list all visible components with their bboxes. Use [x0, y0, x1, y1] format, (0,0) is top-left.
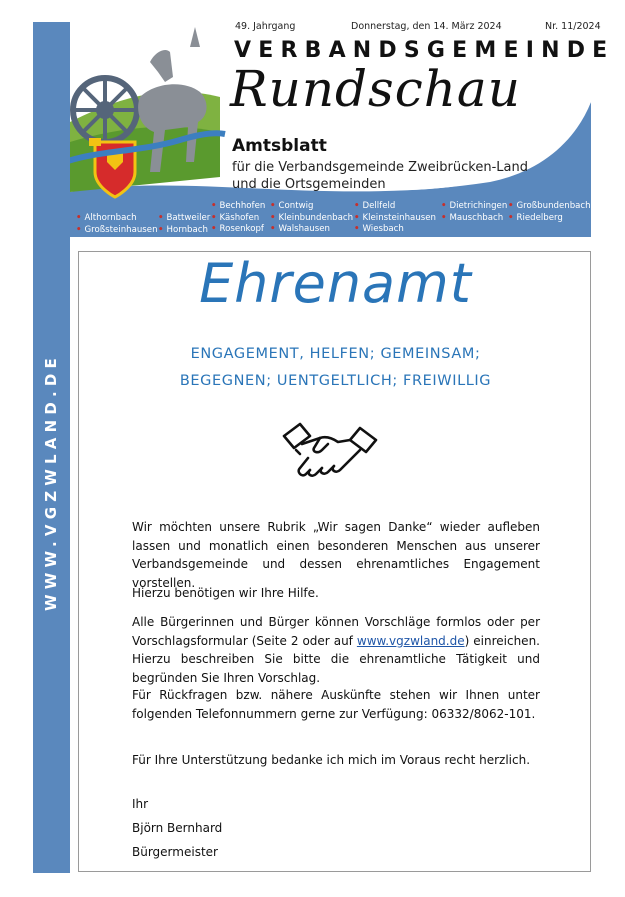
- paragraph-3: [132, 613, 540, 688]
- issue-volume: 49. Jahrgang: [235, 21, 296, 32]
- village-name: • Mauschbach: [441, 213, 507, 225]
- paragraph-3-before: Alle Bürgerinnen und Bürger können Vorschläge formlos oder per Vorschlagsformular (Seite 2 oder auf: [132, 615, 540, 648]
- village-column: [508, 201, 591, 224]
- village-name: • Riedelberg: [508, 213, 591, 225]
- masthead-top: VERBANDSGEMEINDE: [234, 38, 615, 63]
- village-name: • Hornbach: [158, 225, 210, 237]
- village-name: • Rosenkopf: [211, 224, 265, 236]
- village-name: • Contwig: [270, 201, 353, 213]
- village-column: [270, 201, 353, 236]
- website-link[interactable]: www.vgzwland.de: [356, 633, 465, 648]
- paragraph-1: Wir möchten unsere Rubrik „Wir sagen Danke“ wieder aufleben lassen und monatlich einen besonderen Menschen aus unserer Verbandsgemeinde und dessen ehrenamtliches Engagement vorstellen.: [132, 520, 540, 591]
- paragraph-2: Hierzu benötigen wir Ihre Hilfe.: [132, 586, 319, 600]
- subline-1: für die Verbandsgemeinde Zweibrücken-Land: [232, 160, 528, 175]
- village-name: • Großbundenbach: [508, 201, 591, 213]
- village-column: [211, 201, 265, 236]
- village-column: [441, 201, 507, 224]
- village-list: [76, 201, 591, 237]
- signature-name: Björn Bernhard: [132, 821, 223, 835]
- signature-role: Bürgermeister: [132, 845, 218, 859]
- village-name: • Battweiler: [158, 213, 210, 225]
- keywords-line-1: ENGAGEMENT, HELFEN; GEMEINSAM;: [190, 346, 481, 362]
- village-column: [354, 201, 436, 236]
- village-column: [76, 213, 158, 236]
- keywords-line-2: BEGEGNEN; UENTGELTLICH; FREIWILLIG: [179, 373, 492, 389]
- village-name: • Wiesbach: [354, 224, 436, 236]
- village-name: • Kleinsteinhausen: [354, 213, 436, 225]
- water-wheel-icon: [73, 78, 137, 142]
- village-name: • Walshausen: [270, 224, 353, 236]
- masthead-title: Rundschau: [230, 60, 521, 118]
- article-frame: [78, 251, 591, 872]
- village-name: • Kleinbundenbach: [270, 213, 353, 225]
- village-name: • Käshofen: [211, 213, 265, 225]
- paragraph-3-after: ) einreichen. Hierzu beschreiben Sie bitte die ehrenamtliche Tätigkeit und begründen Sie Ihren Vorschlag.: [132, 633, 540, 686]
- paragraph-4: Für Rückfragen bzw. nähere Auskünfte stehen wir Ihnen unter folgenden Telefonnummern gerne zur Verfügung: 06332/8062-101.: [132, 688, 540, 721]
- village-column: [158, 213, 210, 236]
- article-title: Ehrenamt: [199, 252, 472, 315]
- signature-greeting: Ihr: [132, 797, 149, 811]
- website-vertical-text: WWW.VGZWLAND.DE: [42, 352, 60, 612]
- issue-date: Donnerstag, den 14. März 2024: [351, 21, 502, 32]
- village-name: • Großsteinhausen: [76, 225, 158, 237]
- amtsblatt-label: Amtsblatt: [232, 136, 327, 156]
- village-name: • Althornbach: [76, 213, 158, 225]
- village-name: • Dellfeld: [354, 201, 436, 213]
- issue-number: Nr. 11/2024: [545, 21, 601, 32]
- paragraph-5: Für Ihre Unterstützung bedanke ich mich im Voraus recht herzlich.: [132, 753, 531, 767]
- subline-2: und die Ortsgemeinden: [232, 177, 386, 192]
- village-name: • Bechhofen: [211, 201, 265, 213]
- village-name: • Dietrichingen: [441, 201, 507, 213]
- handshake-icon: [280, 418, 380, 490]
